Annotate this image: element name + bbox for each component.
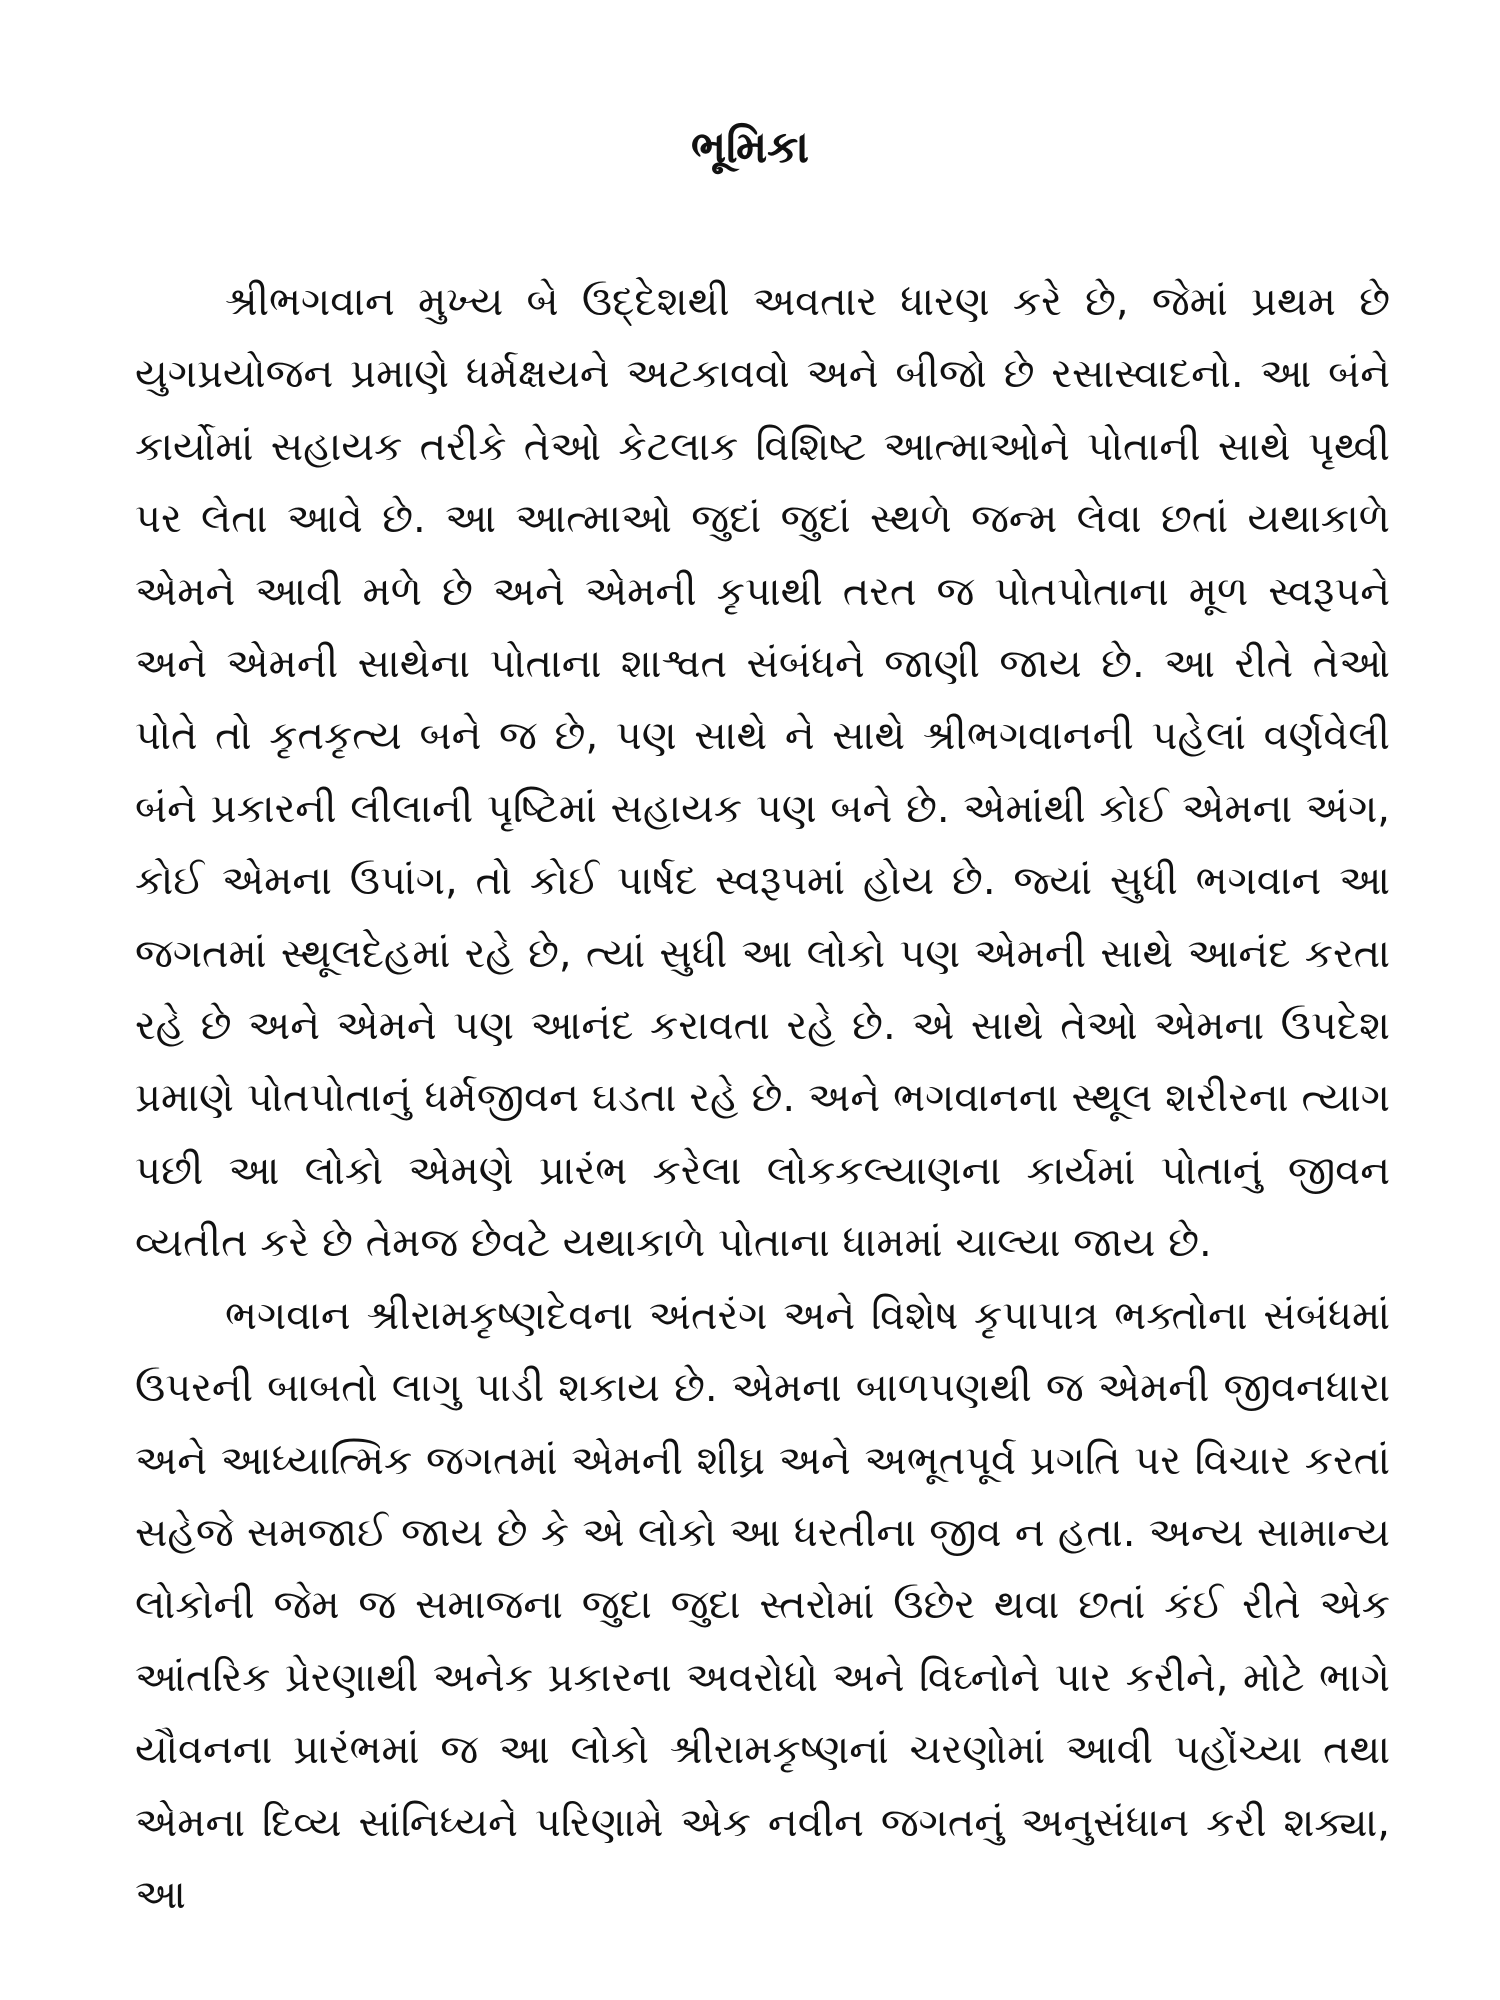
paragraph-1: શ્રીભગવાન મુખ્ય બે ઉદ્દેશથી અવતાર ધારણ કરે છે, જેમાં પ્રથમ છે યુગપ્રયોજન પ્રમાણે ધર્મક્ષયને અટકાવવો અને બીજો છે રસાસ્વાદનો. આ બંને કાર્યોમાં સહાયક તરીકે તેઓ કેટલાક વિશિષ્ટ આત્માઓને પોતાની સાથે પૃથ્વી પર લેતા આવે છે. આ આત્માઓ જુદાં જુદાં સ્થળે જન્મ લેવા છતાં યથાકાળે એમને આવી મળે છે અને એમની કૃપાથી તરત જ પોતપોતાના મૂળ સ્વરૂપને અને એમની સાથેના પોતાના શાશ્વત સંબંધને જાણી જાય છે. આ રીતે તેઓ પોતે તો કૃતકૃત્ય બને જ છે, પણ સાથે ને સાથે શ્રીભગવાનની પહેલાં વર્ણવેલી બંને પ્રકારની લીલાની પૃષ્ટિમાં સહાયક પણ બને છે. એમાંથી કોઈ એમના અંગ, કોઈ એમના ઉપાંગ, તો કોઈ પાર્ષદ સ્વરૂપમાં હોય છે. જ્યાં સુધી ભગવાન આ જગતમાં સ્થૂલદેહમાં રહે છે, ત્યાં સુધી આ લોકો પણ એમની સાથે આનંદ કરતા રહે છે અને એમને પણ આનંદ કરાવતા રહે છે. એ સાથે તેઓ એમના ઉપદેશ પ્રમાણે પોતપોતાનું ધર્મજીવન ઘડતા રહે છે. અને ભગવાનના સ્થૂલ શરીરના ત્યાગ પછી આ લોકો એમણે પ્રારંભ કરેલા લોકકલ્યાણના કાર્યમાં પોતાનું જીવન વ્યતીત કરે છે તેમજ છેવટે યથાકાળે પોતાના ધામમાં ચાલ્યા જાય છે. — [135, 279, 1390, 1267]
body-text — [135, 266, 1390, 1931]
paragraph-2: ભગવાન શ્રીરામકૃષ્ણદેવના અંતરંગ અને વિશેષ કૃપાપાત્ર ભક્તોના સંબંધમાં ઉપરની બાબતો લાગુ પાડી શકાય છે. એમના બાળપણથી જ એમની જીવનધારા અને આધ્યાત્મિક જગતમાં એમની શીઘ્ર અને અભૂતપૂર્વ પ્રગતિ પર વિચાર કરતાં સહેજે સમજાઈ જાય છે કે એ લોકો આ ધરતીના જીવ ન હતા. અન્ય સામાન્ય લોકોની જેમ જ સમાજના જુદા જુદા સ્તરોમાં ઉછેર થવા છતાં કંઈ રીતે એક આંતરિક પ્રેરણાથી અનેક પ્રકારના અવરોધો અને વિઘ્નોને પાર કરીને, મોટે ભાગે યૌવનના પ્રારંભમાં જ આ લોકો શ્રીરામકૃષ્ણનાં ચરણોમાં આવી પહોંચ્યા તથા એમના દિવ્ય સાંનિધ્યને પરિણામે એક નવીન જગતનું અનુસંધાન કરી શક્યા, આ — [135, 1292, 1390, 1918]
page-heading: ભૂમિકા — [690, 122, 810, 173]
